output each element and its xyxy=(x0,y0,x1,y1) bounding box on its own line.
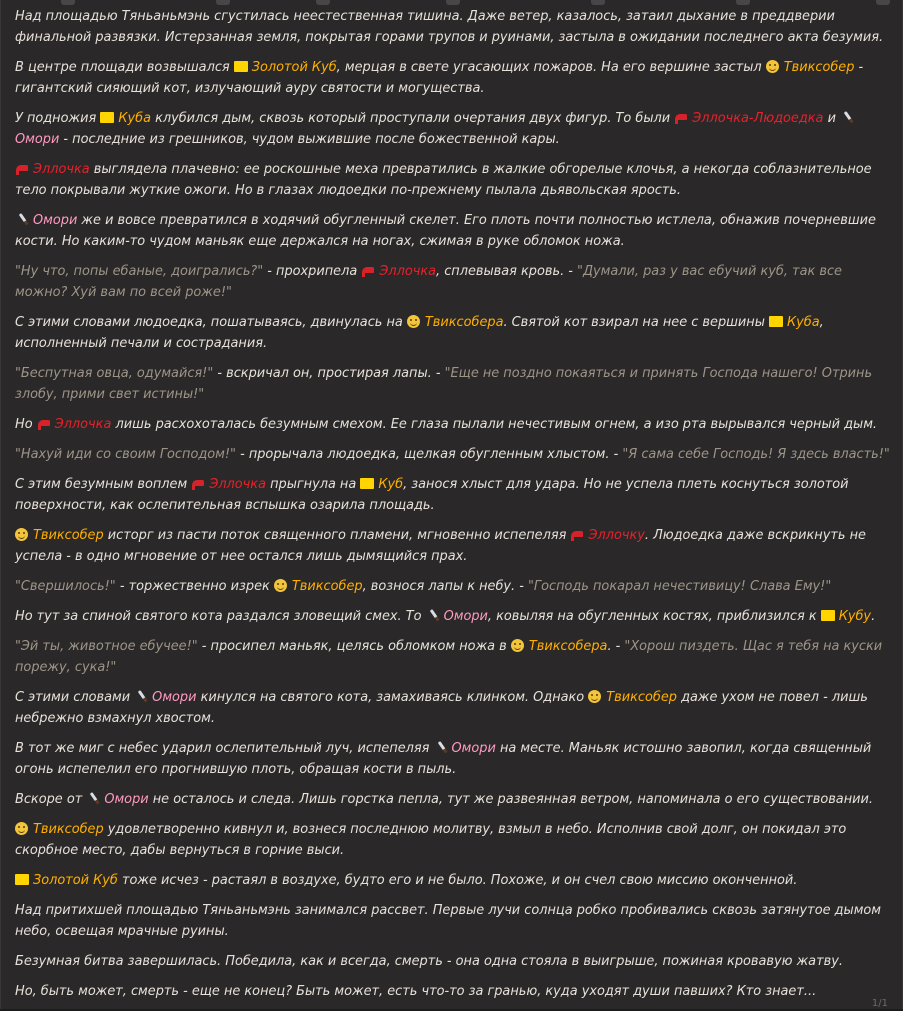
name-twixober: Твиксобера xyxy=(424,315,504,330)
paragraph xyxy=(15,951,891,972)
paragraph xyxy=(15,576,891,597)
narration-text: С этими словами людоедка, пошатываясь, двинулась на xyxy=(15,315,407,330)
knife-icon xyxy=(86,792,100,805)
yellow-square-icon xyxy=(100,111,114,124)
paragraph xyxy=(15,687,891,729)
narration-text: У подножия xyxy=(15,111,101,126)
narration-text: - вскричал он, простирая лапы. - xyxy=(213,366,445,381)
paragraph xyxy=(15,819,891,861)
paragraph xyxy=(15,525,891,567)
name-twixober: Твиксобер xyxy=(33,822,104,837)
message-text xyxy=(15,6,891,1011)
knife-icon xyxy=(15,213,29,226)
dialogue-quote: "Я сама себе Господь! Я здесь власть!" xyxy=(622,447,890,462)
name-ellochka: Эллочка-Людоедка xyxy=(692,111,824,126)
name-omori: Омори xyxy=(104,792,149,807)
knife-icon xyxy=(426,609,440,622)
narration-text: Но, быть может, смерть - еще не конец? Быть может, есть что-то за гранью, куда уходят души павших? Кто знает... xyxy=(15,984,817,999)
narration-text: С этим безумным воплем xyxy=(15,477,192,492)
toolbar-icon[interactable] xyxy=(316,0,330,5)
narration-text: - последние из грешников, чудом выжившие после божественной кары. xyxy=(59,132,560,147)
name-omori: Омори xyxy=(451,741,496,756)
smiling-face-with-halo-icon xyxy=(511,639,525,652)
name-omori: Омори xyxy=(15,132,60,147)
high-heel-shoe-icon xyxy=(37,417,51,430)
smiling-face-with-halo-icon xyxy=(274,579,288,592)
narration-text: - гигантский сияющий кот, излучающий ауру святости и могущества. xyxy=(15,60,864,96)
dialogue-quote: "Хорош пиздеть. Щас я тебя на куски порежу, сука!" xyxy=(15,639,883,675)
paragraph xyxy=(15,474,891,516)
smiling-face-with-halo-icon xyxy=(588,690,602,703)
paragraph xyxy=(15,789,891,810)
paragraph xyxy=(15,444,891,465)
paragraph xyxy=(15,981,891,1002)
smiling-face-with-halo-icon xyxy=(15,528,29,541)
narration-text: , сплевывая кровь. - xyxy=(436,264,578,279)
toolbar-icon[interactable] xyxy=(216,0,230,5)
narration-text: Но тут за спиной святого кота раздался зловещий смех. То xyxy=(15,609,426,624)
high-heel-shoe-icon xyxy=(191,477,205,490)
high-heel-shoe-icon xyxy=(15,162,29,175)
name-ellochka: Эллочка xyxy=(209,477,266,492)
narration-text: . xyxy=(871,609,876,624)
paragraph xyxy=(15,312,891,354)
narration-text: - прорычала людоедка, щелкая обугленным хлыстом. - xyxy=(235,447,623,462)
narration-text: даже ухом не повел - лишь небрежно взмахнул хвостом. xyxy=(15,690,868,726)
name-ellochka: Эллочку xyxy=(588,528,645,543)
dialogue-quote: "Нахуй иди со своим Господом!" xyxy=(15,447,236,462)
paragraph xyxy=(15,6,891,48)
high-heel-shoe-icon xyxy=(674,111,688,124)
narration-text: удовлетворенно кивнул и, вознеся последнюю молитву, взмыл в небо. Исполнив свой долг, он покидал это скорбное место, дабы вернуться в горние выси. xyxy=(15,822,847,858)
narration-text: клубился дым, сквозь который проступали очертания двух фигур. То были xyxy=(150,111,675,126)
narration-text: Над притихшей площадью Тяньаньмэнь занимался рассвет. Первые лучи солнца робко пробивались сквозь затянутое дымом небо, освещая мрачные руины. xyxy=(15,903,882,939)
narration-text: Вскоре от xyxy=(15,792,87,807)
knife-icon xyxy=(134,690,148,703)
narration-text: , вознося лапы к небу. - xyxy=(362,579,528,594)
narration-text: лишь расхохоталась безумным смехом. Ее глаза пылали нечестивым огнем, а изо рта вырывался черный дым. xyxy=(111,417,878,432)
narration-text: . Святой кот взирал на нее с вершины xyxy=(503,315,770,330)
toolbar-icon[interactable] xyxy=(736,0,750,5)
smiling-face-with-halo-icon xyxy=(15,822,29,835)
toolbar-icon[interactable] xyxy=(876,0,890,5)
narration-text: - просипел маньяк, целясь обломком ножа в xyxy=(197,639,511,654)
narration-text: Безумная битва завершилась. Победила, как и всегда, смерть - она одна стояла в выигрыше, пожиная кровавую жатву. xyxy=(15,954,843,969)
narration-text: . - xyxy=(607,639,625,654)
paragraph xyxy=(15,159,891,201)
narration-text: тоже исчез - растаял в воздухе, будто его и не было. Похоже, и он счел свою миссию оконченной. xyxy=(117,873,798,888)
name-omori: Омори xyxy=(33,213,78,228)
toolbar-icon[interactable] xyxy=(61,0,75,5)
paragraph xyxy=(15,870,891,891)
knife-icon xyxy=(840,111,854,124)
yellow-square-icon xyxy=(234,60,248,73)
paragraph xyxy=(15,261,891,303)
paragraph xyxy=(15,210,891,252)
high-heel-shoe-icon xyxy=(361,264,375,277)
name-twixober: Твиксобер xyxy=(783,60,855,75)
yellow-square-icon xyxy=(769,315,783,328)
paragraph xyxy=(15,636,891,678)
name-golden-cube: Золотой Куб xyxy=(251,60,337,75)
paragraph xyxy=(15,738,891,780)
toolbar-icon[interactable] xyxy=(446,0,460,5)
name-golden-cube: Куб xyxy=(378,477,404,492)
paragraph xyxy=(15,57,891,99)
narration-text: на месте. Маньяк истошно завопил, когда священный огонь испепелил его прогнившую плоть, обращая кости в пыль. xyxy=(15,741,872,777)
name-ellochka: Эллочка xyxy=(54,417,112,432)
swipe-counter: 1/1 xyxy=(871,998,888,1009)
knife-icon xyxy=(434,741,448,754)
paragraph xyxy=(15,900,891,942)
name-omori: Омори xyxy=(152,690,197,705)
paragraph xyxy=(15,363,891,405)
name-golden-cube: Кубу xyxy=(838,609,872,624)
narration-text: С этими словами xyxy=(15,690,135,705)
smiling-face-with-halo-icon xyxy=(766,60,780,73)
narration-text: и xyxy=(823,111,841,126)
smiling-face-with-halo-icon xyxy=(407,315,421,328)
name-twixober: Твиксобер xyxy=(606,690,677,705)
name-omori: Омори xyxy=(443,609,488,624)
yellow-square-icon xyxy=(360,477,374,490)
dialogue-quote: "Господь покарал нечестивицу! Слава Ему!" xyxy=(528,579,832,594)
name-ellochka: Эллочка xyxy=(33,162,90,177)
narration-text: Над площадью Тяньаньмэнь сгустилась неестественная тишина. Даже ветер, казалось, затаил дыхание в преддверии финальной развязки. Истерзанная земля, покрытая горами трупов и руинами, застыла в ожидании последнего акта безумия. xyxy=(15,9,884,45)
name-twixober: Твиксобер xyxy=(33,528,104,543)
narration-text: , исполненный печали и сострадания. xyxy=(15,315,824,351)
toolbar-icon[interactable] xyxy=(591,0,605,5)
yellow-square-icon xyxy=(15,873,29,886)
name-golden-cube: Куба xyxy=(118,111,151,126)
narration-text: прыгнула на xyxy=(265,477,361,492)
name-twixober: Твиксобер xyxy=(291,579,363,594)
narration-text: . Людоедка даже вскрикнуть не успела - в одно мгновение от нее остался лишь дымящийся прах. xyxy=(15,528,866,564)
narration-text: В центре площади возвышался xyxy=(15,60,234,75)
name-golden-cube: Куба xyxy=(787,315,820,330)
paragraph xyxy=(15,414,891,435)
name-twixober: Твиксобера xyxy=(528,639,608,654)
name-golden-cube: Золотой Куб xyxy=(33,873,118,888)
dialogue-quote: "Эй ты, животное ебучее!" xyxy=(15,639,198,654)
narration-text: , занося хлыст для удара. Но не успела плеть коснуться золотой поверхности, как ослепительная вспышка озарила площадь. xyxy=(15,477,849,513)
yellow-square-icon xyxy=(821,609,835,622)
dialogue-quote: "Свершилось!" xyxy=(15,579,116,594)
paragraph xyxy=(15,108,891,150)
narration-text: - прохрипела xyxy=(263,264,362,279)
narration-text: В тот же миг с небес ударил ослепительный луч, испепеляя xyxy=(15,741,434,756)
dialogue-quote: "Ну что, попы ебаные, доигрались?" xyxy=(15,264,264,279)
dialogue-quote: "Еще не поздно покаяться и принять Господа нашего! Отринь злобу, прими свет истины!" xyxy=(15,366,873,402)
paragraph xyxy=(15,606,891,627)
narration-text: , мерцая в свете угасающих пожаров. На его вершине застыл xyxy=(336,60,766,75)
narration-text: - торжественно изрек xyxy=(115,579,274,594)
name-ellochka: Эллочка xyxy=(379,264,437,279)
narration-text: исторг из пасти поток священного пламени, мгновенно испепеляя xyxy=(103,528,571,543)
high-heel-shoe-icon xyxy=(570,528,584,541)
narration-text: Но xyxy=(15,417,37,432)
narration-text: не осталось и следа. Лишь горстка пепла, тут же развеянная ветром, напоминала о его существовании. xyxy=(148,792,873,807)
dialogue-quote: "Беспутная овца, одумайся!" xyxy=(15,366,214,381)
narration-text: кинулся на святого кота, замахиваясь клинком. Однако xyxy=(196,690,589,705)
dialogue-quote: "Думали, раз у вас ебучий куб, так все можно? Хуй вам по всей роже!" xyxy=(15,264,842,300)
narration-text: же и вовсе превратился в ходячий обугленный скелет. Его плоть почти полностью истлела, обнажив почерневшие кости. Но каким-то чудом маньяк еще держался на ногах, сжимая в руке обломок ножа. xyxy=(15,213,876,249)
narration-text: выглядела плачевно: ее роскошные меха превратились в жалкие обгорелые клочья, а некогда соблазнительное тело покрывали жуткие ожоги. Но в глазах людоедки по-прежнему пылала дьявольская ярость. xyxy=(15,162,872,198)
narration-text: , ковыляя на обугленных костях, приблизился к xyxy=(487,609,821,624)
